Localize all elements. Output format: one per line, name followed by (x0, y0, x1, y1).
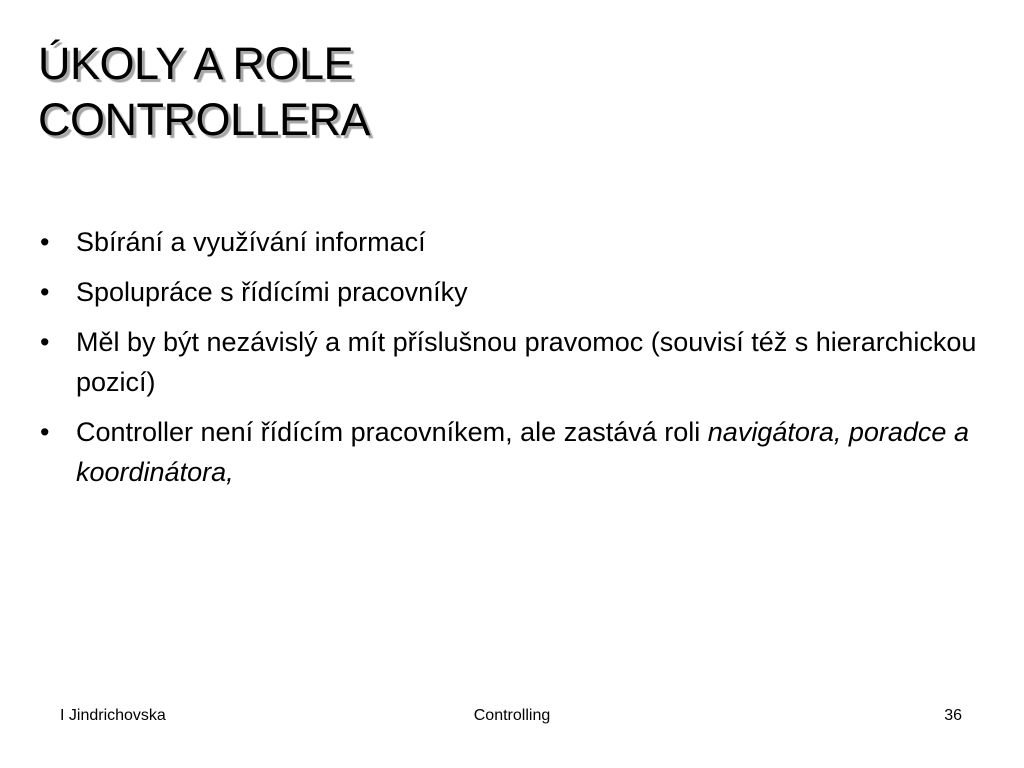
bullet-marker: • (40, 327, 50, 357)
bullet-list (40, 222, 990, 502)
bullet-text: Controller není řídícím pracovníkem, ale zastává roli (76, 417, 701, 447)
slide-title (38, 36, 738, 148)
footer-page-number: 36 (944, 707, 962, 724)
bullet-item (40, 322, 990, 402)
slide-title-line-2: CONTROLLERA (38, 94, 371, 145)
bullet-text: Měl by být nezávislý a mít příslušnou pravomoc (souvisí též s hierarchickou pozicí) (76, 327, 977, 397)
bullet-item (40, 412, 990, 492)
bullet-marker: • (40, 417, 50, 447)
bullet-text: Spolupráce s řídícími pracovníky (76, 277, 468, 307)
slide-title-line-1: ÚKOLY A ROLE (38, 38, 353, 89)
bullet-item (40, 272, 990, 312)
bullet-marker: • (40, 227, 50, 257)
bullet-italic-text: navigátora, poradce a koordinátora, (76, 417, 969, 487)
bullet-text: Sbírání a využívání informací (76, 227, 426, 257)
footer-subject: Controlling (473, 707, 551, 724)
bullet-item (40, 222, 990, 262)
bullet-marker: • (40, 277, 50, 307)
footer-author: I Jindrichovska (60, 707, 166, 724)
